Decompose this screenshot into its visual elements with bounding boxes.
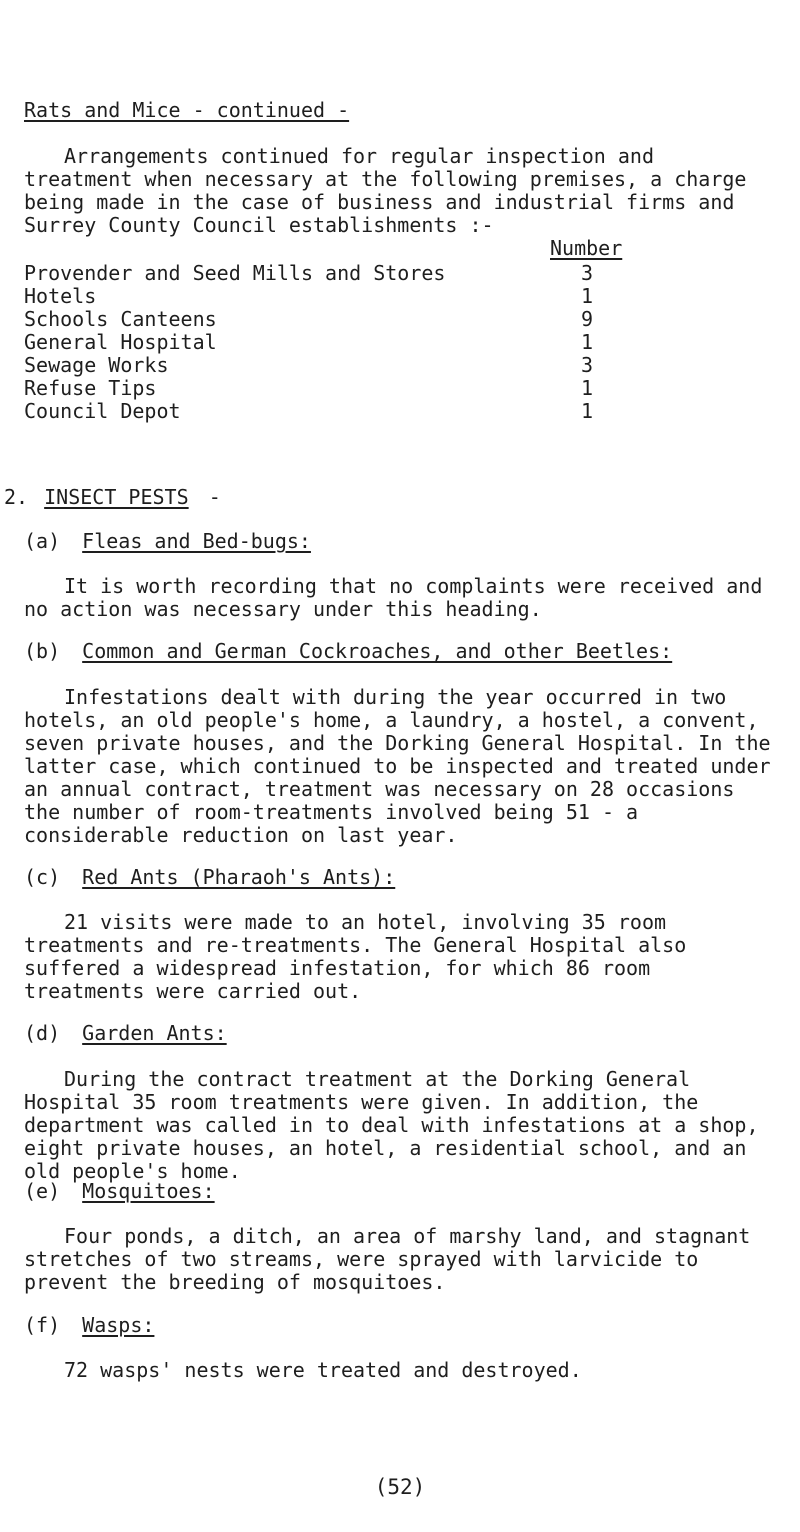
section-number: 2. [4,485,29,509]
row-number: 3 [580,353,594,377]
page-heading: Rats and Mice - continued - [24,98,350,122]
row-label: Refuse Tips [24,376,157,400]
subsection-letter: (c) [24,865,61,889]
row-number: 9 [580,307,594,331]
row-label: Council Depot [24,399,181,423]
subsection-b-heading [24,640,672,663]
subsection-letter: (e) [24,1179,61,1203]
subsection-f-heading [24,1314,154,1337]
table-row [24,377,604,400]
page-number: (52) [374,1475,426,1499]
row-label: General Hospital [24,330,217,354]
subsection-title: Red Ants (Pharaoh's Ants): [82,865,396,889]
subsection-b-text: Infestations dealt with during the year occurred in two hotels, an old people's home, a laundry, a hostel, a convent, seven private houses, and the Dorking General Hospital. In the latter case, which continued to be inspected and treated under an annual contract, treatment was necessary on 28 occasions the number of room-treatments involved being 51 - a considerable reduction on last year. [24,685,771,847]
intro-paragraph: Arrangements continued for regular inspection and treatment when necessary at the following premises, a charge being made in the case of business and industrial firms and Surrey County Council establishments :- [24,144,747,237]
table-row [24,400,604,423]
row-label: Provender and Seed Mills and Stores [24,261,446,285]
table-row [24,308,604,331]
row-number: 3 [580,261,594,285]
subsection-letter: (a) [24,529,61,553]
row-number: 1 [580,284,594,308]
subsection-letter: (f) [24,1313,61,1337]
row-number: 1 [580,330,594,354]
subsection-a-heading [24,530,311,553]
section-title: INSECT PESTS [44,485,189,509]
subsection-title: Mosquitoes: [82,1179,215,1203]
row-number: 1 [580,399,594,423]
table-row [24,354,604,377]
subsection-title: Wasps: [82,1313,155,1337]
table-row [24,285,604,308]
row-label: Sewage Works [24,353,169,377]
table-row [24,262,604,285]
table-header-number: Number [550,236,623,260]
subsection-a-text: It is worth recording that no complaints were received and no action was necessary under this heading. [24,574,763,621]
subsection-d-heading [24,1022,227,1045]
section-2-heading [4,486,221,509]
subsection-title: Common and German Cockroaches, and other Beetles: [82,639,673,663]
row-label: Schools Canteens [24,307,217,331]
subsection-e-text: Four ponds, a ditch, an area of marshy land, and stagnant stretches of two streams, were sprayed with larvicide to prevent the breeding of mosquitoes. [24,1224,751,1294]
subsection-letter: (d) [24,1021,61,1045]
subsection-f-text: 72 wasps' nests were treated and destroyed. [64,1358,582,1382]
row-number: 1 [580,376,594,400]
subsection-letter: (b) [24,639,61,663]
row-label: Hotels [24,284,97,308]
subsection-c-text: 21 visits were made to an hotel, involving 35 room treatments and re-treatments. The General Hospital also suffered a widespread infestation, for which 86 room treatments were carried out. [24,910,687,1003]
subsection-e-heading [24,1180,215,1203]
table-row [24,331,604,354]
section-dash: - [208,485,221,509]
subsection-c-heading [24,866,395,889]
subsection-title: Fleas and Bed-bugs: [82,529,311,553]
subsection-d-text: During the contract treatment at the Dorking General Hospital 35 room treatments were given. In addition, the department was called in to deal with infestations at a shop, eight private houses, an hotel, a residential school, and an old people's home. [24,1067,759,1183]
subsection-title: Garden Ants: [82,1021,227,1045]
